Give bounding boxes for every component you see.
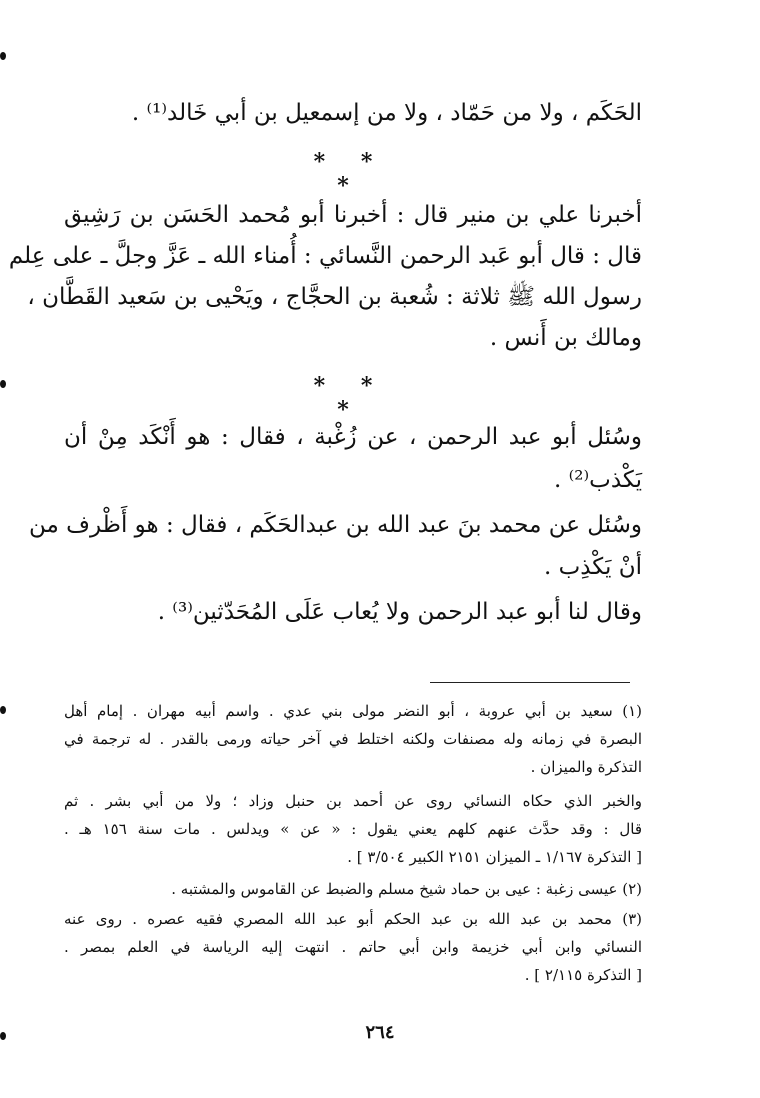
body-line: الحَكَم ، ولا من حَمّاد ، ولا من إسمعيل بن أبي خَالد⁽¹⁾ . — [131, 100, 642, 126]
body-line: ومالك بن أَنس . — [489, 325, 642, 351]
footnote-line: [ التذكرة ١/١٦٧ ـ الميزان ٢١٥١ الكبير ٣/٥٠٤ ] . — [347, 848, 642, 866]
body-line: وسُئل أبو عبد الرحمن ، عن زُغْبة ، فقال : هو أَنْكَد مِنْ أن — [64, 424, 642, 450]
footnote-line: قال : وقد حدَّث عنهم كلهم يعني يقول : « عن » ويدلس . مات سنة ١٥٦ هـ . — [64, 820, 642, 838]
body-line: يَكْذب⁽²⁾ . — [554, 467, 642, 493]
body-line: قال : قال أبو عَبد الرحمن النَّسائي : أُمناء الله ـ عَزَّ وجلَّ ـ على عِلم — [8, 243, 642, 269]
footnote-line: (٢) عيسى زغبة : عيى بن حماد شيخ مسلم والضبط عن القاموس والمشتبه . — [171, 880, 642, 898]
footnote-line: التذكرة والميزان . — [530, 758, 642, 776]
body-line: أنْ يَكْذِب . — [543, 554, 642, 580]
section-separator: * * * — [313, 373, 387, 423]
footnote-line: والخبر الذي حكاه النسائي روى عن أحمد بن حنبل وزاد ؛ ولا من أبي بشر . ثم — [64, 792, 642, 810]
footnote-rule — [430, 682, 630, 683]
scan-edge-mark — [0, 706, 6, 714]
body-line: أخبرنا علي بن منير قال : أخبرنا أبو مُحمد الحَسَن بن رَشِيق — [64, 202, 642, 228]
footnote-line: النسائي وابن أبي خزيمة وابن أبي حاتم . انتهت إليه الرياسة في العلم بمصر . — [64, 938, 642, 956]
scan-edge-mark — [0, 52, 6, 60]
body-line: رسول الله ﷺ ثلاثة : شُعبة بن الحجَّاج ، ويَحْيى بن سَعيد القَطَّان ، — [27, 284, 642, 310]
scan-edge-mark — [0, 380, 6, 388]
footnote-line: البصرة في زمانه وله مصنفات ولكنه اختلط في آخر حياته ورمى بالقدر . له ترجمة في — [64, 730, 642, 748]
footnote-line: (١) سعيد بن أبي عروبة ، أبو النضر مولى بني عدي . واسم أبيه مهران . إمام أهل — [64, 702, 642, 720]
footnote-line: [ التذكرة ٢/١١٥ ] . — [524, 966, 642, 984]
page-number: ٢٦٤ — [365, 1022, 395, 1043]
body-line: وقال لنا أبو عبد الرحمن ولا يُعاب عَلَى المُحَدّثين⁽³⁾ . — [157, 599, 642, 625]
footnote-line: (٣) محمد بن عبد الله بن عبد الحكم أبو عبد الله المصري فقيه عصره . روى عنه — [64, 910, 642, 928]
body-line: وسُئل عن محمد بنَ عبد الله بن عبدالحَكَم ، فقال : هو أَظْرف من — [28, 512, 642, 538]
section-separator: * * * — [313, 149, 387, 199]
scan-edge-mark — [0, 1032, 6, 1040]
